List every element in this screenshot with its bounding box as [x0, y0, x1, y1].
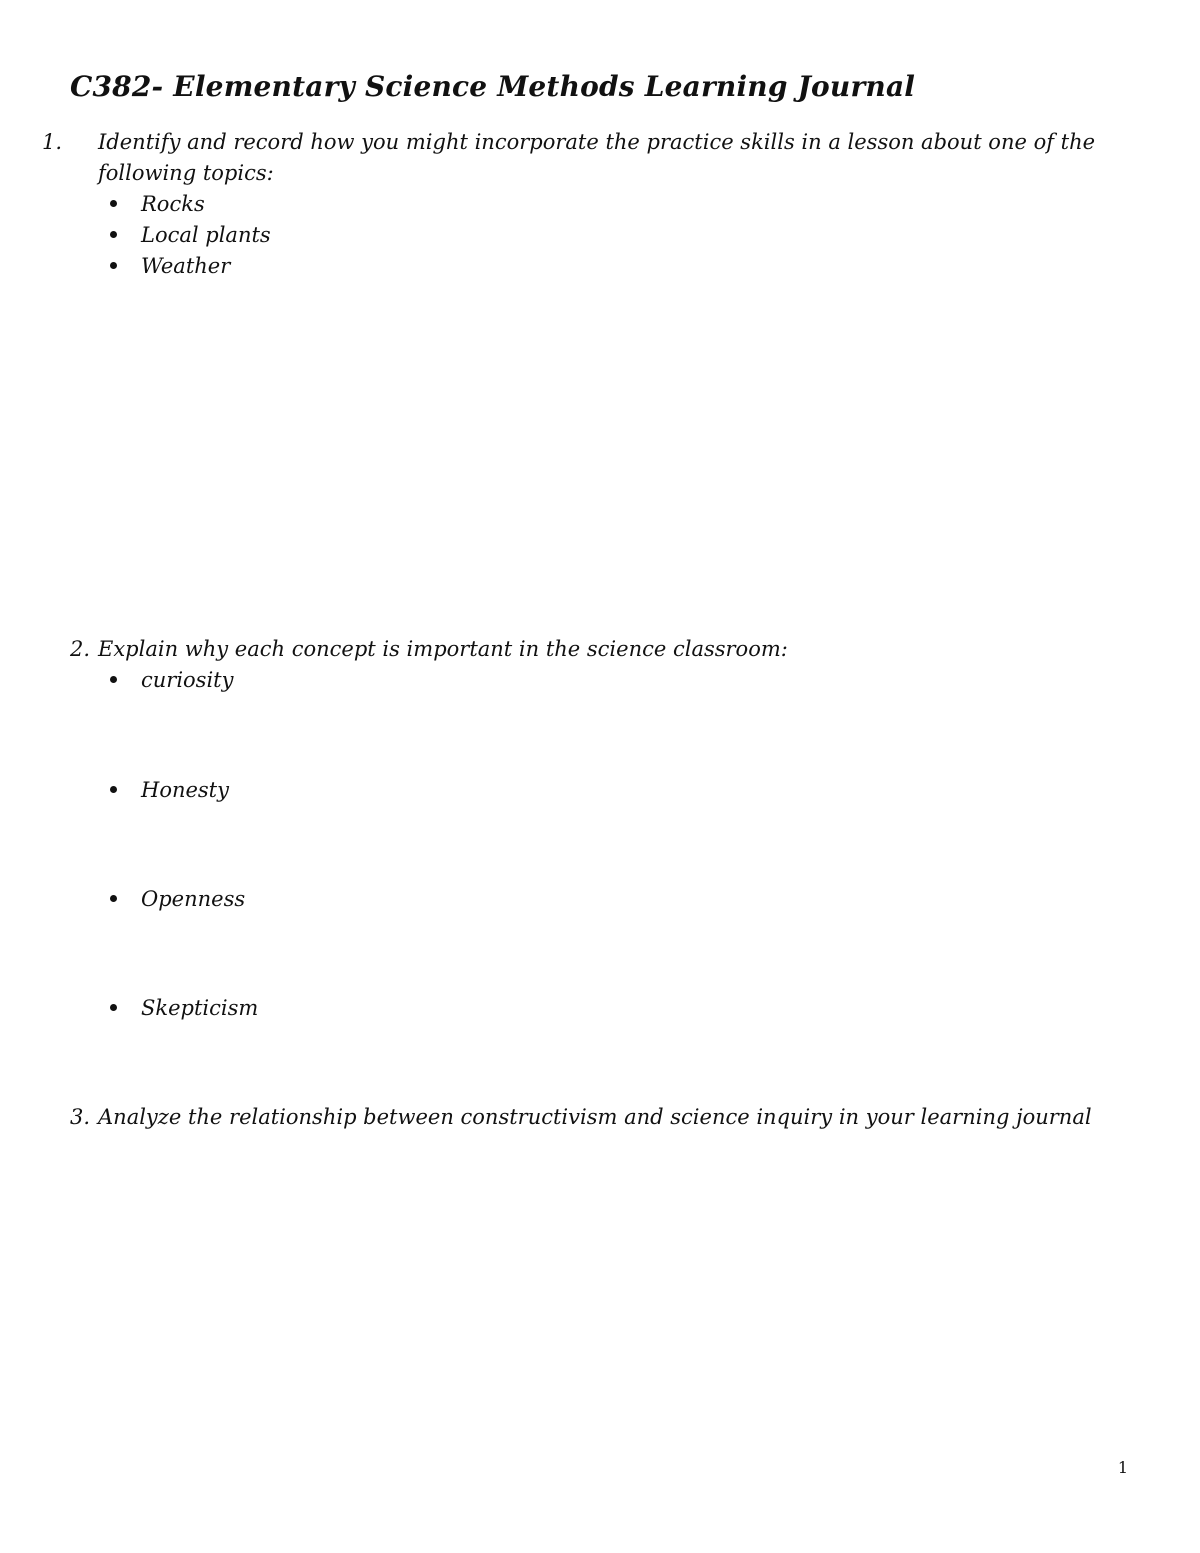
question-1-number: 1. — [42, 130, 63, 154]
question-3-number: 3. — [70, 1105, 91, 1129]
question-2 — [70, 634, 1130, 665]
question-2-bullet-skepticism — [110, 993, 258, 1024]
question-3-text: Analyze the relationship between constructivism and science inquiry in your learning journal — [98, 1105, 1092, 1129]
bullet-icon — [110, 231, 117, 238]
question-1-text: Identify and record how you might incorporate the practice skills in a lesson about one of the following topics: — [98, 130, 1096, 185]
bullet-icon — [110, 895, 117, 902]
bullet-label: Weather — [141, 254, 231, 278]
bullet-icon — [110, 786, 117, 793]
page-number: 1 — [1117, 1458, 1128, 1477]
bullet-icon — [110, 262, 117, 269]
bullet-label: Skepticism — [141, 996, 259, 1020]
question-2-text: Explain why each concept is important in the science classroom: — [98, 637, 788, 661]
page-title: C382- Elementary Science Methods Learning Journal — [70, 70, 916, 103]
question-2-bullet-honesty — [110, 775, 229, 806]
bullet-icon — [110, 1004, 117, 1011]
question-1-bullet-rocks — [110, 189, 205, 220]
bullet-icon — [110, 676, 117, 683]
bullet-icon — [110, 200, 117, 207]
question-2-number: 2. — [70, 637, 91, 661]
question-2-bullet-openness — [110, 884, 245, 915]
question-1 — [42, 127, 1130, 189]
bullet-label: curiosity — [141, 668, 234, 692]
question-1-body — [42, 127, 1130, 189]
question-1-bullet-weather — [110, 251, 230, 282]
question-3 — [70, 1102, 1160, 1133]
bullet-label: Openness — [141, 887, 246, 911]
bullet-label: Rocks — [141, 192, 205, 216]
bullet-label: Local plants — [141, 223, 271, 247]
bullet-label: Honesty — [141, 778, 229, 802]
question-2-bullet-curiosity — [110, 665, 233, 696]
question-1-bullet-local-plants — [110, 220, 271, 251]
